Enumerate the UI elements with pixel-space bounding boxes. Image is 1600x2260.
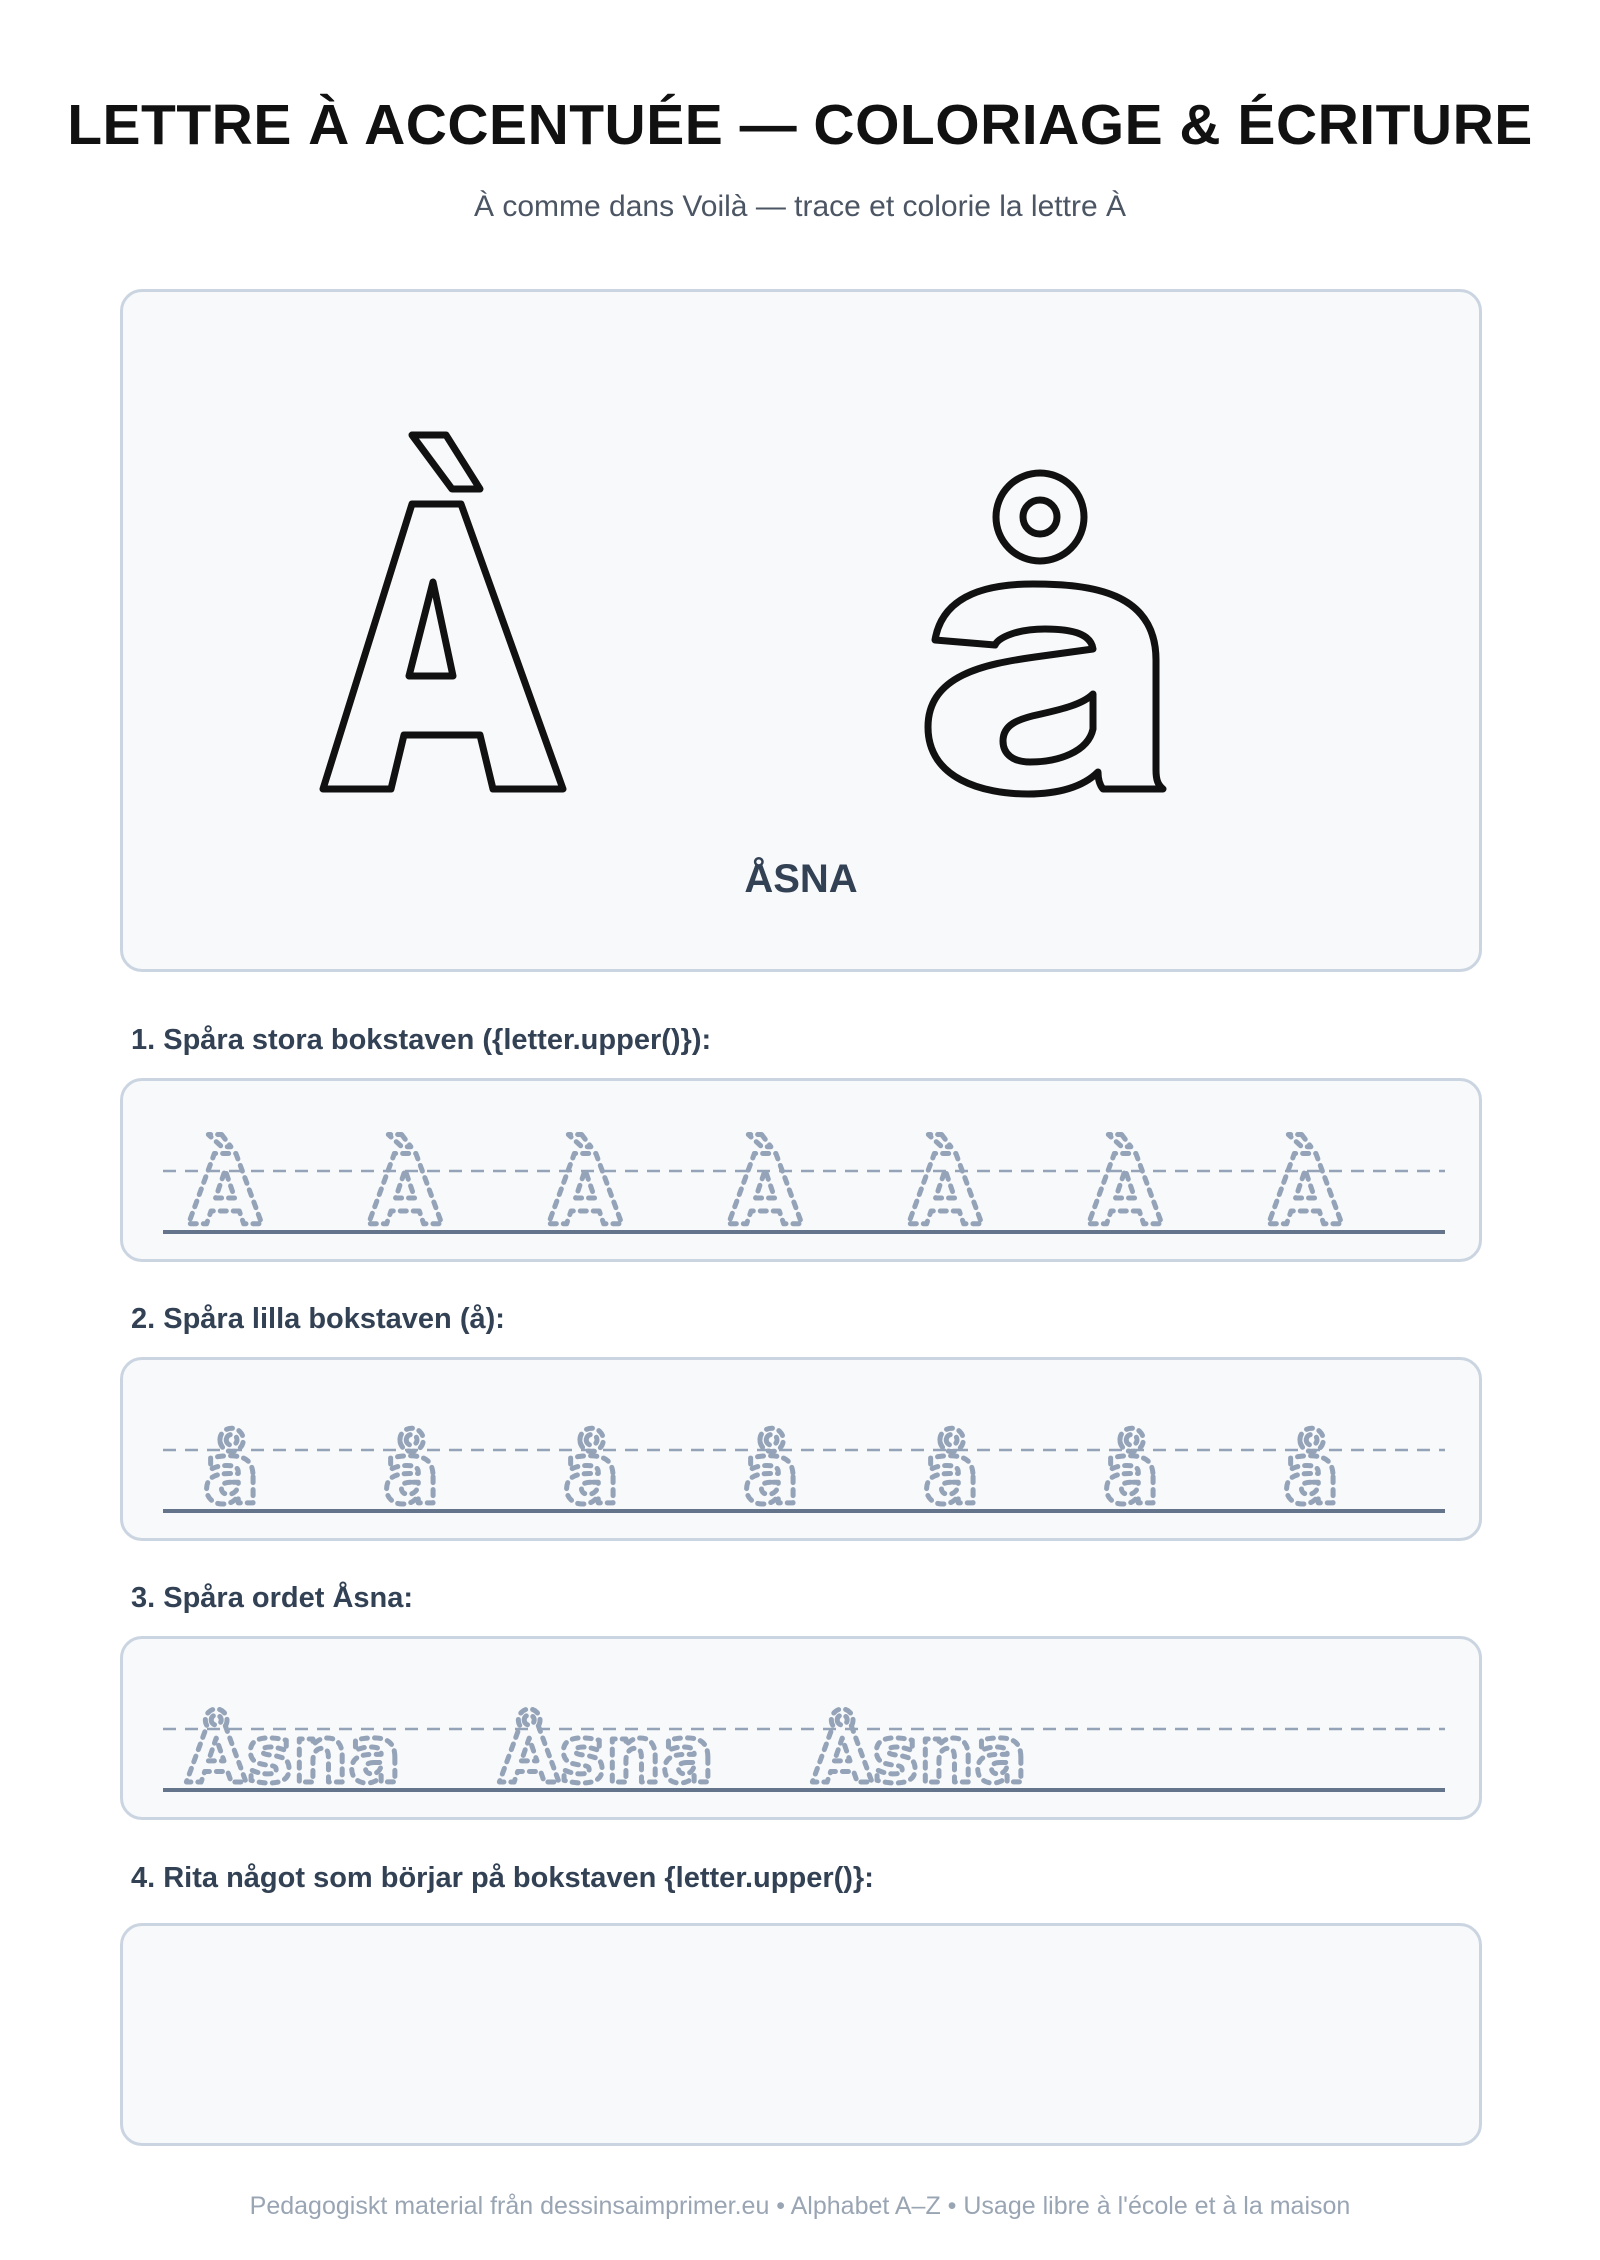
page-title: LETTRE À ACCENTUÉE — COLORIAGE & ÉCRITURE	[67, 93, 1533, 157]
trace-uppercase-box[interactable]	[120, 1078, 1482, 1262]
trace-word: Åsna	[186, 1711, 401, 1801]
trace-uppercase-letter: À	[728, 1135, 803, 1247]
drawing-area[interactable]	[120, 1923, 1482, 2146]
trace-lowercase-box[interactable]	[120, 1357, 1482, 1541]
exercise-2-label: 2. Spåra lilla bokstaven (å):	[131, 1303, 505, 1335]
trace-letters	[203, 1425, 1340, 1523]
lowercase-letter-outline	[928, 473, 1163, 794]
trace-lowercase-letter: å	[563, 1425, 620, 1523]
trace-lowercase-letter: å	[923, 1425, 980, 1523]
trace-word-box[interactable]	[120, 1636, 1482, 1820]
trace-uppercase-letter: À	[1268, 1135, 1343, 1247]
trace-word-line	[123, 1639, 1479, 1817]
trace-word: Åsna	[499, 1711, 714, 1801]
trace-uppercase-letter: À	[908, 1135, 983, 1247]
trace-uppercase-letter: À	[1088, 1135, 1163, 1247]
exercise-1-label: 1. Spåra stora bokstaven ({letter.upper()}):	[131, 1024, 712, 1056]
trace-lowercase-letter: å	[1103, 1425, 1160, 1523]
trace-lowercase-letter: å	[203, 1425, 260, 1523]
example-word: ÅSNA	[744, 857, 858, 901]
trace-uppercase-letter: À	[368, 1135, 443, 1247]
trace-uppercase-line	[123, 1081, 1479, 1259]
page-subtitle: À comme dans Voilà — trace et colorie la lettre À	[474, 190, 1126, 223]
trace-words	[186, 1709, 1027, 1801]
trace-lowercase-letter: å	[743, 1425, 800, 1523]
exercise-4-label: 4. Rita något som börjar på bokstaven {letter.upper()}:	[131, 1862, 874, 1894]
trace-uppercase-letter: À	[548, 1135, 623, 1247]
trace-uppercase-letter: À	[188, 1135, 263, 1247]
trace-lowercase-letter: å	[1283, 1425, 1340, 1523]
letter-coloring-card	[120, 289, 1482, 972]
trace-word: Åsna	[812, 1711, 1027, 1801]
uppercase-letter-outline	[323, 435, 563, 789]
trace-lowercase-line	[123, 1360, 1479, 1538]
exercise-3-label: 3. Spåra ordet Åsna:	[131, 1582, 414, 1614]
footer-credit: Pedagogiskt material från dessinsaimprimer.eu • Alphabet A–Z • Usage libre à l'école et à la maison	[249, 2192, 1351, 2220]
trace-lowercase-letter: å	[383, 1425, 440, 1523]
